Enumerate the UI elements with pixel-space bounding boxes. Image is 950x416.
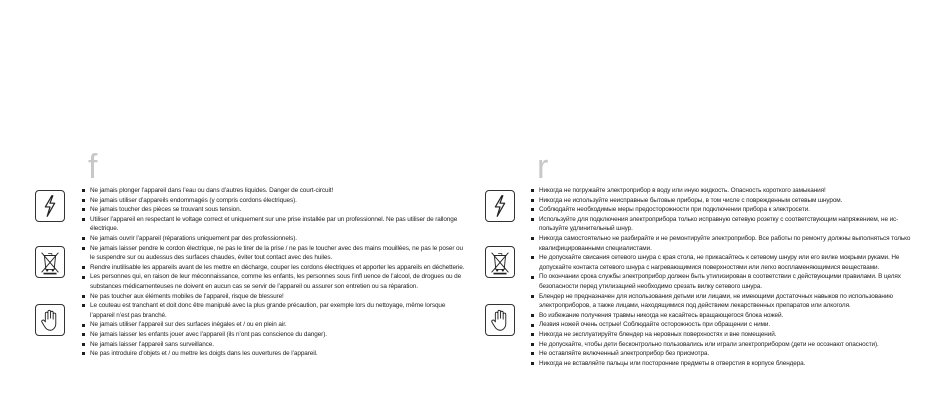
list-item: Ne jamais ouvrir l’appareil (réparations uniquement par des professionnels).	[82, 234, 468, 244]
safety-instructions-list	[531, 186, 921, 368]
list-item: Les personnes qui, en raison de leur méconnaissance, comme les enfants, les personnes sous l’infl uence de l’alcool, de drogues ou de substances médicamenteuses ne doivent en aucun cas se servir de l’appareil ou assurer son entretien ou sa réparation.	[82, 272, 468, 291]
list-item: Ne jamais toucher des pièces se trouvant sous tension.	[82, 205, 468, 215]
list-item: Блендер не предназначен для использования детьми или лицами, не имеющими достаточных навыков по использованию электроприборов, а также лицами, находящимися под действием лекарственных препаратов или алкоголя.	[531, 292, 921, 311]
list-item: Rendre inutilisable les appareils avant de les mettre en décharge, couper les cordons électriques et apporter les appareils en déchetterie.	[82, 263, 468, 273]
list-item: Соблюдайте необходимые меры предосторожности при подключении прибора к электросети.	[531, 205, 921, 215]
list-item: Utiliser l’appareil en respectant le voltage correct et uniquement sur une prise installée par un professionnel. Ne pas utiliser de rallonge électrique.	[82, 215, 468, 234]
page-russian	[475, 0, 950, 416]
list-item: Ne jamais laisser les enfants jouer avec l’appareil (ils n’ont pas conscience du danger).	[82, 330, 468, 340]
list-item: Никогда не эксплуатируйте блендер на неровных поверхностях и вне помещений.	[531, 330, 921, 340]
electric-shock-warning-icon	[485, 190, 515, 222]
list-item: Не оставляйте включенный электроприбор без присмотра.	[531, 349, 921, 359]
safety-instructions-list	[82, 186, 468, 359]
list-item: Ne jamais utiliser d’appareils endommagés (y compris cordons électriques).	[82, 196, 468, 206]
list-item: По окончании срока службы электроприбор должен быть утилизирован в соответствии с действующими правилами. В целях безопасности перед утилизацией необходимо срезать вилку сетевого шнура.	[531, 272, 921, 291]
list-item: Никогда самостоятельно не разбирайте и не ремонтируйте электроприбор. Все работы по ремонту должны выполняться только квалифицированными специалистами.	[531, 234, 921, 253]
weee-crossed-bin-icon	[485, 246, 515, 278]
list-item: Используйте для подключения электроприбора только исправную сетевую розетку с соответствующим напряжением, не ис-пользуйте удлинительный шнур.	[531, 215, 921, 234]
list-item: Ne jamais laisser pendre le cordon électrique, ne pas le tirer de la prise / ne pas le toucher avec des mains mouillées, ne pas le poser ou le suspendre sur ou audessus des surfaces chaudes, éviter tout contact avec des huiles.	[82, 244, 468, 263]
hand-stop-icon	[485, 304, 515, 336]
weee-crossed-bin-icon	[35, 246, 65, 278]
list-item: Ne jamais laisser l’appareil sans surveillance.	[82, 340, 468, 350]
list-item: Никогда не погружайте электроприбор в воду или иную жидкость. Опасность короткого замыкания!	[531, 186, 921, 196]
list-item: Le couteau est tranchant et doit donc être manipulé avec la plus grande précaution, par exemple lors du nettoyage, même lorsque l’appareil n’est pas branché.	[82, 301, 468, 320]
hand-stop-icon	[35, 304, 65, 336]
list-item: Никогда не используйте неисправные бытовые приборы, в том числе с поврежденным сетевым шнуром.	[531, 196, 921, 206]
electric-shock-warning-icon	[35, 190, 65, 222]
language-mark: f	[88, 148, 98, 186]
list-item: Ne pas introduire d’objets et / ou mettre les doigts dans les ouvertures de l’appareil.	[82, 349, 468, 359]
list-item: Лезвия ножей очень острые! Соблюдайте осторожность при обращении с ними.	[531, 320, 921, 330]
list-item: Не допускайте, чтобы дети бесконтрольно пользовались или играли электроприбором (дети не осознают опасности).	[531, 340, 921, 350]
list-item: Ne pas toucher aux éléments mobiles de l’appareil, risque de blessure!	[82, 292, 468, 302]
list-item: Ne jamais plonger l’appareil dans l’eau ou dans d’autres liquides. Danger de court-circuit!	[82, 186, 468, 196]
language-mark: r	[537, 148, 549, 186]
list-item: Не допускайте свисания сетевого шнура с края стола, не прикасайтесь к сетевому шнуру или его вилке мокрыми руками. Не допускайте контакта сетевого шнура с нагревающимися поверхностями или легко воспламеняющимися веществами.	[531, 253, 921, 272]
list-item: Ne jamais utiliser l’appareil sur des surfaces inégales et / ou en plein air.	[82, 320, 468, 330]
list-item: Никогда не вставляйте пальцы или посторонние предметы в отверстия в корпусе блендера.	[531, 359, 921, 369]
list-item: Во избежание получения травмы никогда не касайтесь вращающегося блока ножей.	[531, 311, 921, 321]
